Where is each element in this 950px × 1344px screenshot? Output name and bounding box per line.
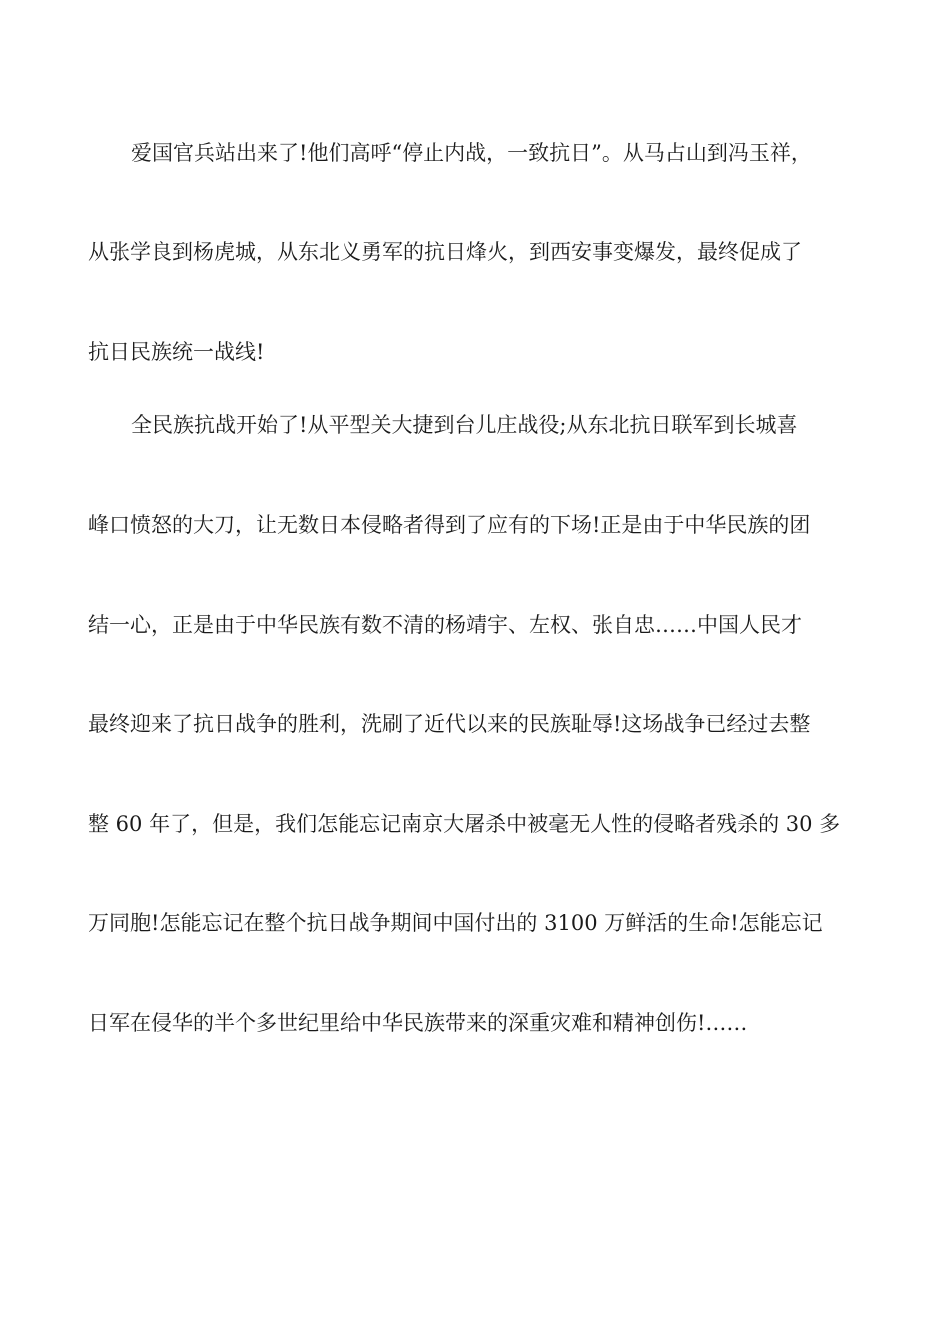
paragraph-line: 最终迎来了抗日战争的胜利，洗刷了近代以来的民族耻辱!这场战争已经过去整: [88, 712, 811, 736]
paragraph-line: 从张学良到杨虎城，从东北义勇军的抗日烽火，到西安事变爆发，最终促成了: [88, 240, 802, 264]
paragraph-line: 爱国官兵站出来了!他们高呼“停止内战，一致抗日”。从马占山到冯玉祥，: [131, 141, 812, 165]
paragraph-line: 峰口愤怒的大刀，让无数日本侵略者得到了应有的下场!正是由于中华民族的团: [88, 513, 811, 537]
paragraph-line: 全民族抗战开始了!从平型关大捷到台儿庄战役;从东北抗日联军到长城喜: [131, 413, 798, 437]
paragraph-line: 日军在侵华的半个多世纪里给中华民族带来的深重灾难和精神创伤!……: [88, 1011, 748, 1035]
paragraph-line: 结一心，正是由于中华民族有数不清的杨靖宇、左权、张自忠……中国人民才: [88, 613, 802, 637]
paragraph-line: 万同胞!怎能忘记在整个抗日战争期间中国付出的 3100 万鲜活的生命!怎能忘记: [88, 911, 823, 935]
paragraph-line: 抗日民族统一战线!: [88, 340, 265, 364]
paragraph-line: 整 60 年了，但是，我们怎能忘记南京大屠杀中被毫无人性的侵略者残杀的 30 多: [88, 812, 841, 836]
